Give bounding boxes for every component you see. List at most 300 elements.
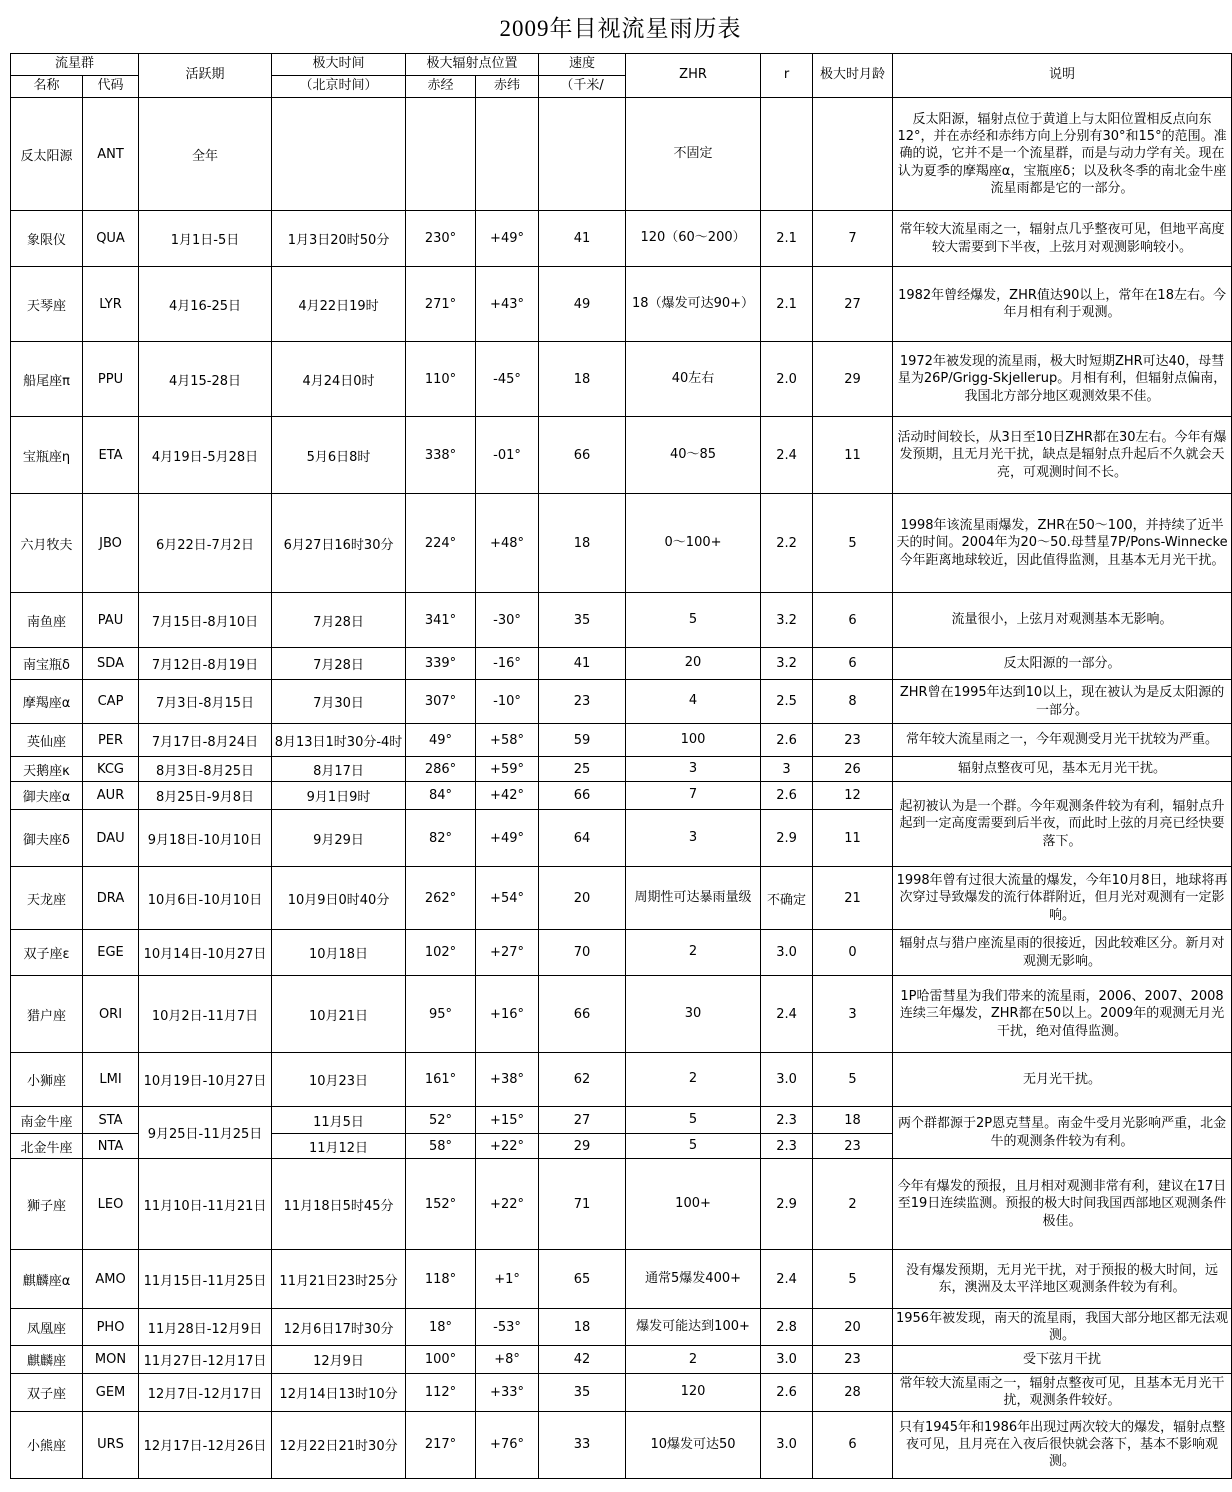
cell-notes: 1956年被发现，南天的流星雨，我国大部分地区都无法观测。 (893, 1309, 1232, 1346)
cell-max: 8月17日 (272, 757, 406, 782)
table-row (11, 98, 1232, 211)
cell-ra: 95° (406, 976, 476, 1053)
cell-code: ANT (83, 98, 139, 211)
cell-speed: 35 (539, 593, 626, 648)
cell-dec: +33° (476, 1374, 539, 1411)
table-row (11, 417, 1232, 494)
cell-notes: 两个群都源于2P恩克彗星。南金牛受月光影响严重，北金牛的观测条件较为有利。 (893, 1107, 1232, 1159)
cell-name: 御夫座α (11, 782, 83, 810)
cell-r: 3.0 (761, 1053, 813, 1107)
cell-zhr: 5 (626, 593, 761, 648)
cell-code: CAP (83, 680, 139, 724)
cell-zhr: 周期性可达暴雨量级 (626, 867, 761, 930)
cell-ra: 307° (406, 680, 476, 724)
cell-ra: 84° (406, 782, 476, 810)
cell-moon: 6 (813, 593, 893, 648)
cell-period: 9月18日-10月10日 (139, 810, 272, 867)
cell-moon: 11 (813, 810, 893, 867)
cell-moon: 5 (813, 1053, 893, 1107)
table-row (11, 724, 1232, 757)
cell-ra: 58° (406, 1134, 476, 1159)
cell-notes: 反太阳源的一部分。 (893, 648, 1232, 680)
cell-max: 4月24日0时 (272, 342, 406, 417)
meteor-table-body (11, 98, 1232, 1479)
cell-speed: 65 (539, 1250, 626, 1309)
cell-name: 象限仪 (11, 211, 83, 267)
cell-code: PER (83, 724, 139, 757)
cell-notes: 没有爆发预期，无月光干扰，对于预报的极大时间，远东，澳洲及太平洋地区观测条件较为有利。 (893, 1250, 1232, 1309)
cell-zhr: 40～85 (626, 417, 761, 494)
cell-moon: 20 (813, 1309, 893, 1346)
cell-max: 9月1日9时 (272, 782, 406, 810)
page-title: 2009年目视流星雨历表 (499, 16, 742, 41)
cell-r: 2.9 (761, 810, 813, 867)
cell-zhr: 100+ (626, 1159, 761, 1250)
cell-ra: 271° (406, 267, 476, 342)
cell-max: 7月28日 (272, 648, 406, 680)
cell-name: 天鹅座κ (11, 757, 83, 782)
cell-r: 2.4 (761, 1250, 813, 1309)
cell-moon: 11 (813, 417, 893, 494)
cell-notes: 反太阳源，辐射点位于黄道上与太阳位置相反点向东12°，并在赤经和赤纬方向上分别有30°和15°的范围。准确的说，它并不是一个流星群，而是与动力学有关。现在认为夏季的摩羯座α，宝瓶座δ；以及秋冬季的南北金牛座流星雨都是它的一部分。 (893, 98, 1232, 211)
cell-max (272, 98, 406, 211)
cell-ra (406, 98, 476, 211)
cell-r: 3.0 (761, 1346, 813, 1374)
cell-code: QUA (83, 211, 139, 267)
cell-max: 12月22日21时30分 (272, 1411, 406, 1478)
table-row (11, 267, 1232, 342)
col-header-active-period: 活跃期 (139, 54, 272, 98)
cell-ra: 217° (406, 1411, 476, 1478)
cell-max: 11月21日23时25分 (272, 1250, 406, 1309)
table-row (11, 1159, 1232, 1250)
col-header-max-time: 极大时间 (272, 54, 406, 76)
table-row (11, 494, 1232, 593)
cell-max: 11月18日5时45分 (272, 1159, 406, 1250)
table-row (11, 757, 1232, 782)
cell-period: 11月28日-12月9日 (139, 1309, 272, 1346)
cell-dec: -01° (476, 417, 539, 494)
cell-name: 御夫座δ (11, 810, 83, 867)
cell-name: 小熊座 (11, 1411, 83, 1478)
cell-notes: 1998年曾有过很大流量的爆发，今年10月8日，地球将再次穿过导致爆发的流行体群附近，但月光对观测有一定影响。 (893, 867, 1232, 930)
cell-zhr: 不固定 (626, 98, 761, 211)
cell-ra: 102° (406, 930, 476, 976)
cell-ra: 152° (406, 1159, 476, 1250)
cell-dec: +42° (476, 782, 539, 810)
cell-zhr: 2 (626, 1346, 761, 1374)
cell-speed: 25 (539, 757, 626, 782)
cell-name: 猎户座 (11, 976, 83, 1053)
cell-r: 2.3 (761, 1134, 813, 1159)
cell-max: 11月5日 (272, 1107, 406, 1134)
cell-notes: 1P哈雷彗星为我们带来的流星雨，2006、2007、2008连续三年爆发，ZHR都在50以上。2009年的观测无月光干扰，绝对值得监测。 (893, 976, 1232, 1053)
cell-notes: 受下弦月干扰 (893, 1346, 1232, 1374)
cell-code: SDA (83, 648, 139, 680)
cell-name: 双子座 (11, 1374, 83, 1411)
cell-moon (813, 98, 893, 211)
cell-r: 2.6 (761, 724, 813, 757)
table-row (11, 648, 1232, 680)
cell-max: 5月6日8时 (272, 417, 406, 494)
cell-r (761, 98, 813, 211)
cell-max: 10月9日0时40分 (272, 867, 406, 930)
cell-r: 2.1 (761, 267, 813, 342)
cell-zhr: 100 (626, 724, 761, 757)
cell-r: 3.2 (761, 648, 813, 680)
col-header-zhr: ZHR (626, 54, 761, 98)
col-header-code: 代码 (83, 76, 139, 98)
cell-code: ORI (83, 976, 139, 1053)
cell-r: 不确定 (761, 867, 813, 930)
cell-dec: +54° (476, 867, 539, 930)
cell-code: JBO (83, 494, 139, 593)
cell-zhr: 5 (626, 1107, 761, 1134)
cell-speed: 20 (539, 867, 626, 930)
cell-notes: ZHR曾在1995年达到10以上，现在被认为是反太阳源的一部分。 (893, 680, 1232, 724)
cell-period: 9月25日-11月25日 (139, 1107, 272, 1159)
cell-name: 麒麟座α (11, 1250, 83, 1309)
table-row (11, 1346, 1232, 1374)
cell-ra: 52° (406, 1107, 476, 1134)
cell-notes: 常年较大流星雨之一，今年观测受月光干扰较为严重。 (893, 724, 1232, 757)
cell-dec: +15° (476, 1107, 539, 1134)
cell-max: 10月23日 (272, 1053, 406, 1107)
header-row-top (11, 54, 1232, 76)
cell-moon: 21 (813, 867, 893, 930)
cell-code: AUR (83, 782, 139, 810)
cell-speed: 42 (539, 1346, 626, 1374)
table-row (11, 782, 1232, 810)
cell-max: 8月13日1时30分-4时 (272, 724, 406, 757)
cell-moon: 18 (813, 1107, 893, 1134)
cell-speed: 66 (539, 417, 626, 494)
cell-period: 4月16-25日 (139, 267, 272, 342)
cell-code: NTA (83, 1134, 139, 1159)
table-row (11, 1107, 1232, 1134)
cell-r: 2.3 (761, 1107, 813, 1134)
cell-speed: 71 (539, 1159, 626, 1250)
cell-ra: 161° (406, 1053, 476, 1107)
col-header-group: 流星群 (11, 54, 139, 76)
cell-notes: 1982年曾经爆发，ZHR值达90以上，常年在18左右。今年月相有利于观测。 (893, 267, 1232, 342)
cell-name: 反太阳源 (11, 98, 83, 211)
cell-speed: 66 (539, 782, 626, 810)
cell-zhr: 0～100+ (626, 494, 761, 593)
cell-period: 11月15日-11月25日 (139, 1250, 272, 1309)
cell-moon: 2 (813, 1159, 893, 1250)
col-header-name: 名称 (11, 76, 83, 98)
cell-dec: -10° (476, 680, 539, 724)
cell-notes: 1972年被发现的流星雨，极大时短期ZHR可达40，母彗星为26P/Grigg-Skjellerup。月相有利，但辐射点偏南，我国北方部分地区观测效果不佳。 (893, 342, 1232, 417)
cell-moon: 26 (813, 757, 893, 782)
table-row (11, 867, 1232, 930)
cell-period: 6月22日-7月2日 (139, 494, 272, 593)
cell-code: DAU (83, 810, 139, 867)
table-row (11, 680, 1232, 724)
cell-dec: +49° (476, 810, 539, 867)
cell-name: 南鱼座 (11, 593, 83, 648)
cell-ra: 224° (406, 494, 476, 593)
cell-zhr: 18（爆发可达90+） (626, 267, 761, 342)
cell-name: 摩羯座α (11, 680, 83, 724)
cell-name: 天龙座 (11, 867, 83, 930)
cell-period: 7月15日-8月10日 (139, 593, 272, 648)
cell-zhr: 4 (626, 680, 761, 724)
cell-ra: 118° (406, 1250, 476, 1309)
meteor-shower-table (10, 53, 1232, 1479)
cell-zhr: 7 (626, 782, 761, 810)
cell-speed: 18 (539, 1309, 626, 1346)
cell-moon: 27 (813, 267, 893, 342)
cell-dec: +48° (476, 494, 539, 593)
cell-name: 狮子座 (11, 1159, 83, 1250)
cell-r: 2.1 (761, 211, 813, 267)
cell-moon: 23 (813, 1134, 893, 1159)
cell-ra: 341° (406, 593, 476, 648)
table-row (11, 1053, 1232, 1107)
cell-zhr: 5 (626, 1134, 761, 1159)
cell-moon: 0 (813, 930, 893, 976)
cell-name: 六月牧夫 (11, 494, 83, 593)
cell-ra: 112° (406, 1374, 476, 1411)
cell-name: 凤凰座 (11, 1309, 83, 1346)
cell-dec: +49° (476, 211, 539, 267)
cell-ra: 339° (406, 648, 476, 680)
cell-r: 2.4 (761, 976, 813, 1053)
cell-dec: +58° (476, 724, 539, 757)
cell-period: 11月10日-11月21日 (139, 1159, 272, 1250)
cell-name: 船尾座π (11, 342, 83, 417)
cell-code: GEM (83, 1374, 139, 1411)
cell-notes: 常年较大流星雨之一，辐射点整夜可见，且基本无月光干扰，观测条件较好。 (893, 1374, 1232, 1411)
cell-max: 9月29日 (272, 810, 406, 867)
cell-name: 英仙座 (11, 724, 83, 757)
cell-moon: 6 (813, 1411, 893, 1478)
cell-r: 2.8 (761, 1309, 813, 1346)
cell-ra: 82° (406, 810, 476, 867)
cell-max: 11月12日 (272, 1134, 406, 1159)
cell-zhr: 爆发可能达到100+ (626, 1309, 761, 1346)
cell-speed: 49 (539, 267, 626, 342)
cell-period: 10月6日-10月10日 (139, 867, 272, 930)
table-row (11, 1250, 1232, 1309)
cell-moon: 23 (813, 1346, 893, 1374)
cell-period: 7月17日-8月24日 (139, 724, 272, 757)
cell-notes: 1998年该流星雨爆发，ZHR在50～100，并持续了近半天的时间。2004年为20～50.母彗星7P/Pons-Winnecke今年距离地球较近，因此值得监测，且基本无月光干扰。 (893, 494, 1232, 593)
cell-speed: 41 (539, 648, 626, 680)
table-row (11, 976, 1232, 1053)
cell-moon: 29 (813, 342, 893, 417)
cell-speed: 66 (539, 976, 626, 1053)
table-row (11, 211, 1232, 267)
cell-period: 8月3日-8月25日 (139, 757, 272, 782)
cell-moon: 8 (813, 680, 893, 724)
col-header-moon-age: 极大时月龄 (813, 54, 893, 98)
cell-speed: 27 (539, 1107, 626, 1134)
cell-notes: 辐射点与猎户座流星雨的很接近，因此较难区分。新月对观测无影响。 (893, 930, 1232, 976)
cell-r: 3.2 (761, 593, 813, 648)
cell-ra: 49° (406, 724, 476, 757)
cell-code: AMO (83, 1250, 139, 1309)
cell-dec: +1° (476, 1250, 539, 1309)
cell-max: 1月3日20时50分 (272, 211, 406, 267)
cell-r: 2.4 (761, 417, 813, 494)
cell-code: MON (83, 1346, 139, 1374)
cell-dec: +22° (476, 1134, 539, 1159)
cell-name: 宝瓶座η (11, 417, 83, 494)
cell-max: 4月22日19时 (272, 267, 406, 342)
cell-dec: -30° (476, 593, 539, 648)
cell-r: 2.2 (761, 494, 813, 593)
cell-moon: 12 (813, 782, 893, 810)
table-row (11, 1411, 1232, 1478)
cell-name: 小狮座 (11, 1053, 83, 1107)
cell-code: DRA (83, 867, 139, 930)
cell-notes: 无月光干扰。 (893, 1053, 1232, 1107)
cell-dec: -53° (476, 1309, 539, 1346)
cell-code: LEO (83, 1159, 139, 1250)
cell-speed: 59 (539, 724, 626, 757)
cell-moon: 6 (813, 648, 893, 680)
cell-code: PPU (83, 342, 139, 417)
cell-speed: 18 (539, 342, 626, 417)
cell-max: 12月9日 (272, 1346, 406, 1374)
cell-dec: +76° (476, 1411, 539, 1478)
table-header (11, 54, 1232, 98)
cell-speed: 23 (539, 680, 626, 724)
cell-notes: 只有1945年和1986年出现过两次较大的爆发，辐射点整夜可见，且月亮在入夜后很快就会落下，基本不影响观测。 (893, 1411, 1232, 1478)
cell-period: 4月19日-5月28日 (139, 417, 272, 494)
cell-name: 麒麟座 (11, 1346, 83, 1374)
cell-zhr: 2 (626, 930, 761, 976)
cell-zhr: 40左右 (626, 342, 761, 417)
cell-ra: 18° (406, 1309, 476, 1346)
cell-name: 天琴座 (11, 267, 83, 342)
cell-moon: 7 (813, 211, 893, 267)
cell-dec: +27° (476, 930, 539, 976)
cell-period: 4月15-28日 (139, 342, 272, 417)
cell-notes: 辐射点整夜可见，基本无月光干扰。 (893, 757, 1232, 782)
cell-max: 12月14日13时10分 (272, 1374, 406, 1411)
cell-r: 2.6 (761, 782, 813, 810)
cell-max: 10月18日 (272, 930, 406, 976)
cell-ra: 110° (406, 342, 476, 417)
cell-code: LMI (83, 1053, 139, 1107)
cell-zhr: 3 (626, 757, 761, 782)
cell-speed: 33 (539, 1411, 626, 1478)
col-header-notes: 说明 (893, 54, 1232, 98)
cell-ra: 230° (406, 211, 476, 267)
cell-max: 7月30日 (272, 680, 406, 724)
cell-dec: +16° (476, 976, 539, 1053)
col-header-max-time-sub: （北京时间） (272, 76, 406, 98)
cell-dec: +38° (476, 1053, 539, 1107)
cell-dec: -16° (476, 648, 539, 680)
cell-ra: 286° (406, 757, 476, 782)
cell-code: URS (83, 1411, 139, 1478)
cell-dec: +59° (476, 757, 539, 782)
cell-dec: +43° (476, 267, 539, 342)
cell-zhr: 120（60～200） (626, 211, 761, 267)
cell-zhr: 3 (626, 810, 761, 867)
table-row (11, 1309, 1232, 1346)
col-header-dec: 赤纬 (476, 76, 539, 98)
cell-code: STA (83, 1107, 139, 1134)
cell-zhr: 10爆发可达50 (626, 1411, 761, 1478)
cell-code: PHO (83, 1309, 139, 1346)
table-row (11, 342, 1232, 417)
table-row (11, 1374, 1232, 1411)
cell-ra: 262° (406, 867, 476, 930)
cell-period: 8月25日-9月8日 (139, 782, 272, 810)
cell-dec: +8° (476, 1346, 539, 1374)
table-row (11, 593, 1232, 648)
cell-period: 10月19日-10月27日 (139, 1053, 272, 1107)
cell-zhr: 20 (626, 648, 761, 680)
cell-name: 南金牛座 (11, 1107, 83, 1134)
cell-zhr: 2 (626, 1053, 761, 1107)
cell-r: 3.0 (761, 930, 813, 976)
cell-ra: 100° (406, 1346, 476, 1374)
cell-r: 2.9 (761, 1159, 813, 1250)
cell-moon: 23 (813, 724, 893, 757)
cell-name: 南宝瓶δ (11, 648, 83, 680)
cell-speed: 64 (539, 810, 626, 867)
col-header-radiant: 极大辐射点位置 (406, 54, 539, 76)
cell-period: 10月14日-10月27日 (139, 930, 272, 976)
cell-r: 3.0 (761, 1411, 813, 1478)
cell-zhr: 120 (626, 1374, 761, 1411)
cell-max: 6月27日16时30分 (272, 494, 406, 593)
col-header-r: r (761, 54, 813, 98)
cell-code: PAU (83, 593, 139, 648)
cell-r: 2.5 (761, 680, 813, 724)
cell-period: 11月27日-12月17日 (139, 1346, 272, 1374)
cell-speed: 41 (539, 211, 626, 267)
cell-period: 7月12日-8月19日 (139, 648, 272, 680)
cell-code: EGE (83, 930, 139, 976)
cell-speed (539, 98, 626, 211)
cell-speed: 62 (539, 1053, 626, 1107)
cell-moon: 28 (813, 1374, 893, 1411)
cell-r: 3 (761, 757, 813, 782)
cell-period: 10月2日-11月7日 (139, 976, 272, 1053)
cell-dec: -45° (476, 342, 539, 417)
cell-r: 2.0 (761, 342, 813, 417)
col-header-speed-sub: （千米/ (539, 76, 626, 98)
cell-notes: 起初被认为是一个群。今年观测条件较为有利，辐射点升起到一定高度需要到后半夜，而此时上弦的月亮已经快要落下。 (893, 782, 1232, 867)
cell-name: 双子座ε (11, 930, 83, 976)
cell-code: ETA (83, 417, 139, 494)
cell-period: 12月7日-12月17日 (139, 1374, 272, 1411)
cell-speed: 18 (539, 494, 626, 593)
cell-ra: 338° (406, 417, 476, 494)
cell-code: LYR (83, 267, 139, 342)
cell-r: 2.6 (761, 1374, 813, 1411)
cell-max: 12月6日17时30分 (272, 1309, 406, 1346)
cell-moon: 5 (813, 494, 893, 593)
cell-dec: +22° (476, 1159, 539, 1250)
cell-speed: 35 (539, 1374, 626, 1411)
col-header-ra: 赤经 (406, 76, 476, 98)
cell-notes: 流量很小，上弦月对观测基本无影响。 (893, 593, 1232, 648)
cell-moon: 5 (813, 1250, 893, 1309)
cell-period: 12月17日-12月26日 (139, 1411, 272, 1478)
cell-name: 北金牛座 (11, 1134, 83, 1159)
cell-speed: 70 (539, 930, 626, 976)
cell-period: 1月1日-5日 (139, 211, 272, 267)
